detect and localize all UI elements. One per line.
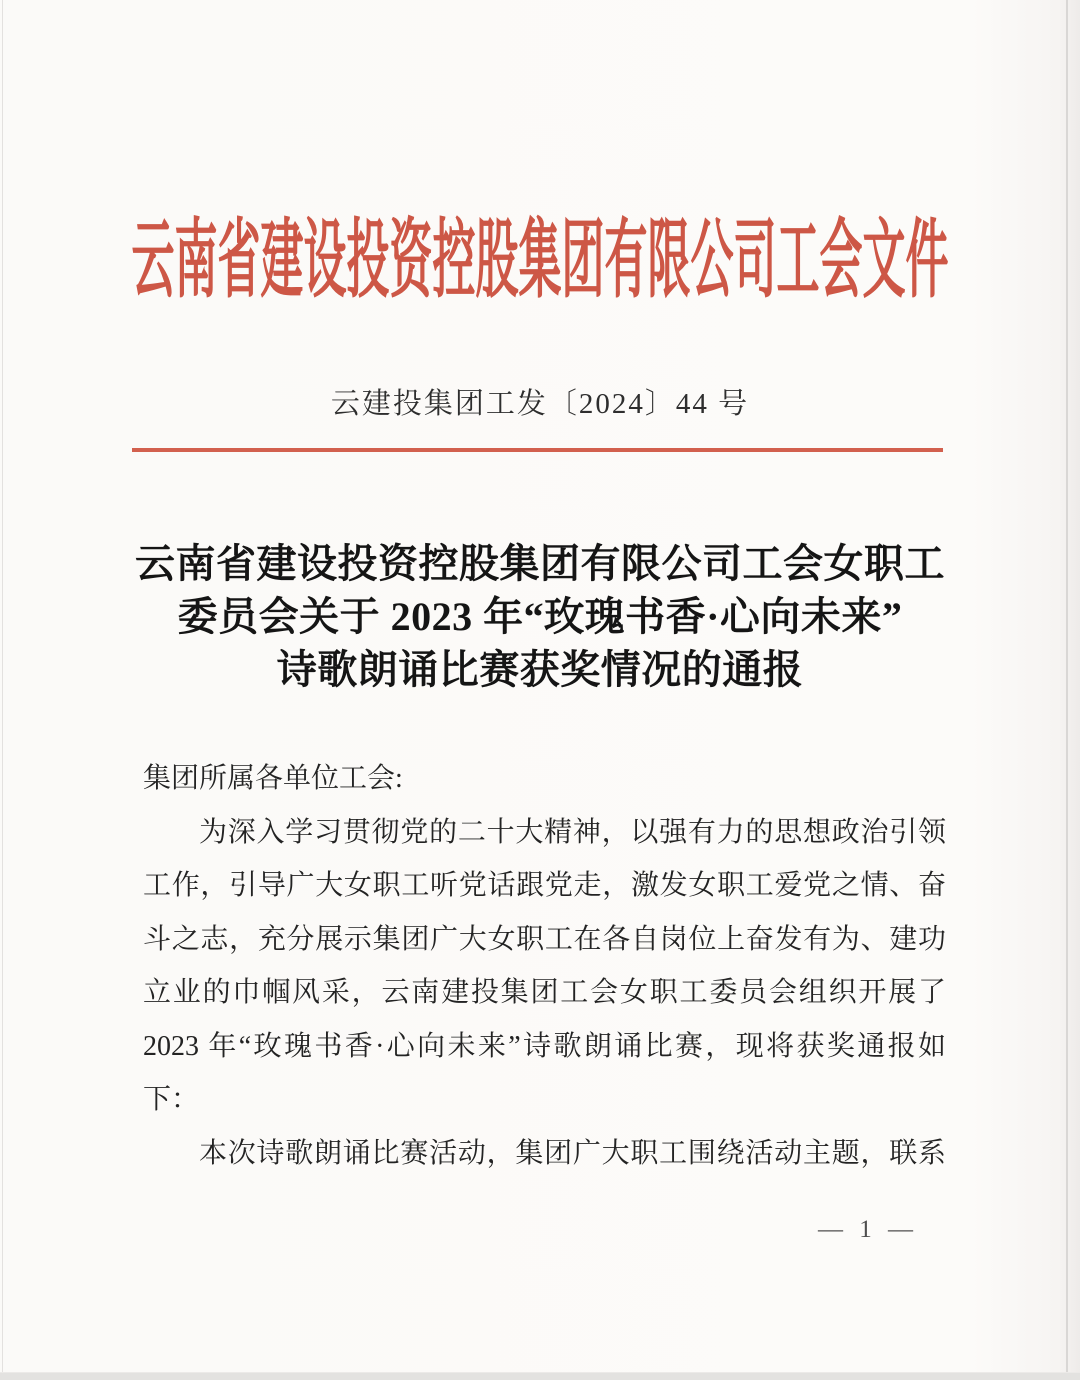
body-line: 斗之志，充分展示集团广大女职工在各自岗位上奋发有为、建功 <box>143 923 946 955</box>
body-line: 工作，引导广大女职工听党话跟党走，激发女职工爱党之情、奋 <box>143 870 946 901</box>
salutation: 集团所属各单位工会: <box>143 763 403 794</box>
title-line-3: 诗歌朗诵比赛获奖情况的通报 <box>276 647 804 692</box>
letterhead-container <box>0 210 1080 310</box>
body-line: 下： <box>143 1084 200 1115</box>
scan-edge-bottom <box>0 1372 1080 1380</box>
page-number: — 1 — <box>818 1216 918 1243</box>
body-line: 本次诗歌朗诵比赛活动，集团广大职工围绕活动主题，联系 <box>199 1137 946 1169</box>
document-number: 云建投集团工发〔2024〕44 号 <box>330 388 750 420</box>
letterhead-title: 云南省建设投资控股集团有限公司工会文件 <box>131 212 949 308</box>
body-line: 为深入学习贯彻党的二十大精神，以强有力的思想政治引领 <box>199 816 946 848</box>
document-title <box>0 537 1080 696</box>
title-line-2: 委员会关于 2023 年“玫瑰书香·心向未来” <box>177 594 903 639</box>
body-line: 立业的巾帼风采，云南建投集团工会女职工委员会组织开展了 <box>143 977 946 1008</box>
title-line-1: 云南省建设投资控股集团有限公司工会女职工 <box>135 541 945 586</box>
red-separator-line <box>132 448 943 452</box>
document-body <box>143 752 946 1180</box>
body-line: 2023 年“玫瑰书香·心向未来”诗歌朗诵比赛，现将获奖通报如 <box>143 1030 946 1062</box>
